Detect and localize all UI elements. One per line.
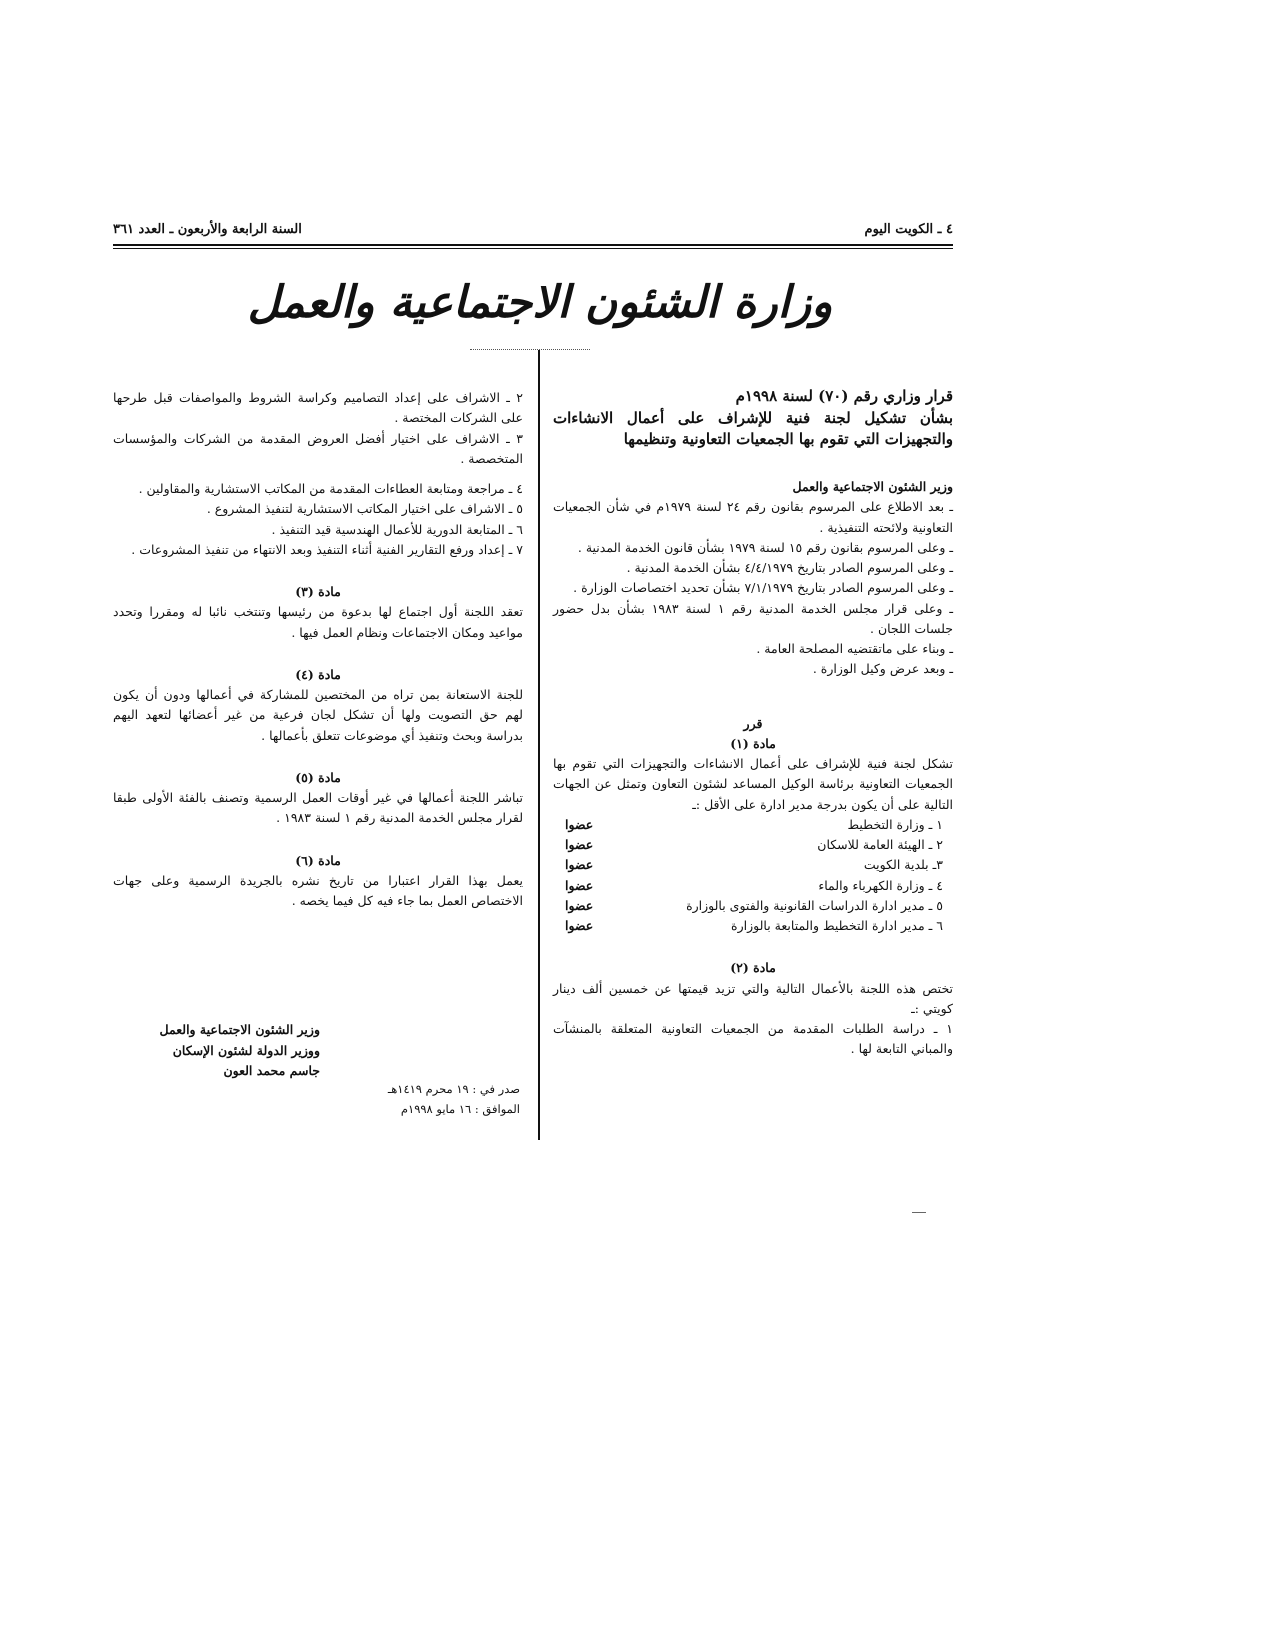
issue-label: السنة الرابعة والأربعون ـ العدد ٣٦١	[113, 221, 302, 237]
preamble-item: ـ وعلى قرار مجلس الخدمة المدنية رقم ١ لسنة ١٩٨٣ بشأن بدل حضور جلسات اللجان .	[553, 600, 953, 636]
article-2-heading: مادة (٢)	[730, 960, 776, 976]
right-column	[553, 385, 953, 1060]
column-divider	[538, 350, 540, 1140]
running-header	[113, 218, 953, 240]
article-2-item: ٥ ـ الاشراف على اختيار المكاتب الاستشارية لتنفيذ المشروع .	[206, 501, 523, 517]
signature-title-2: ووزير الدولة لشئون الإسكان	[172, 1042, 320, 1058]
page-label: ٤ ـ الكويت اليوم	[864, 221, 953, 237]
preamble-item: ـ وعلى المرسوم الصادر بتاريخ ٧/١/١٩٧٩ بشأن تحديد اختصاصات الوزارة .	[573, 580, 953, 596]
header-rule	[113, 244, 953, 246]
signature-block	[120, 1020, 320, 1082]
member-role: عضوا	[565, 877, 594, 893]
article-6-text: يعمل بهذا القرار اعتبارا من تاريخ نشره بالجريدة الرسمية وعلى جهات الاختصاص العمل بما جاء فيه كل فيما يخصه .	[113, 872, 523, 908]
member-name: ٢ ـ الهيئة العامة للاسكان	[817, 837, 943, 852]
member-name: ٥ ـ مدير ادارة الدراسات القانونية والفتوى بالوزارة	[686, 897, 943, 913]
issue-date-hijri: صدر في : ١٩ محرم ١٤١٩هـ	[387, 1082, 520, 1096]
member-row	[553, 896, 953, 916]
decided-label: قرر	[743, 715, 763, 731]
preamble-item: ـ وبعد عرض وكيل الوزارة .	[812, 661, 953, 677]
article-4-text: للجنة الاستعانة بمن تراه من المختصين للمشاركة في أعمالها ودون أن يكون لهم حق التصويت ولها أن تشكل لجان فرعية من غير أعضائها لتعهد اليهم بدراسة وبحث وتنفيذ أي موضوعات تتعلق بأعمالها .	[113, 687, 523, 743]
member-name: ٤ ـ وزارة الكهرباء والماء	[818, 877, 943, 893]
article-5-heading: مادة (٥)	[295, 769, 341, 785]
article-3-text: تعقد اللجنة أول اجتماع لها بدعوة من رئيسها وتنتخب نائبا له ومقررا وتحدد مواعيد ومكان الاجتماعات ونظام العمل فيها .	[113, 604, 523, 640]
member-row	[553, 855, 953, 875]
article-4-heading: مادة (٤)	[295, 666, 341, 682]
signature-name: جاسم محمد العون	[223, 1063, 320, 1079]
member-name: ٣ـ بلدية الكويت	[863, 857, 943, 873]
issue-date-block	[360, 1080, 520, 1119]
member-row	[553, 835, 953, 855]
article-2-item: ٧ ـ إعداد ورفع التقارير الفنية أثناء التنفيذ وبعد الانتهاء من تنفيذ المشروعات .	[131, 541, 523, 557]
member-row	[553, 916, 953, 936]
member-role: عضوا	[565, 897, 594, 913]
member-role: عضوا	[565, 816, 594, 832]
article-3-heading: مادة (٣)	[295, 584, 341, 599]
issue-date-gregorian: الموافق : ١٦ مايو ١٩٩٨م	[400, 1101, 520, 1116]
stray-mark	[912, 1212, 926, 1213]
preamble-item: ـ وبناء على ماتقتضيه المصلحة العامة .	[756, 641, 953, 656]
article-2-item: ٣ ـ الاشراف على اختيار أفضل العروض المقدمة من الشركات والمؤسسات المتخصصة .	[113, 430, 523, 466]
member-role: عضوا	[565, 857, 594, 873]
preamble-item: ـ وعلى المرسوم بقانون رقم ١٥ لسنة ١٩٧٩ بشأن قانون الخدمة المدنية .	[577, 539, 953, 555]
article-6-heading: مادة (٦)	[295, 852, 341, 868]
member-row	[553, 876, 953, 896]
article-1-heading: مادة (١)	[730, 735, 776, 751]
member-role: عضوا	[565, 837, 594, 852]
article-2-item: ١ ـ دراسة الطلبات المقدمة من الجمعيات التعاونية المتعلقة بالمنشآت والمباني التابعة لها .	[553, 1021, 953, 1057]
ministry-banner: وزارة الشئون الاجتماعية والعمل	[247, 276, 833, 328]
banner-rule	[470, 349, 590, 350]
member-row	[553, 815, 953, 835]
decision-issuer: وزير الشئون الاجتماعية والعمل	[792, 479, 953, 494]
left-column	[113, 388, 523, 911]
member-role: عضوا	[565, 918, 594, 933]
signature-title: وزير الشئون الاجتماعية والعمل	[159, 1022, 320, 1037]
article-2-item: ٦ ـ المتابعة الدورية للأعمال الهندسية قيد التنفيذ .	[271, 521, 523, 537]
header-rule-thin	[113, 248, 953, 249]
article-2-item: ٢ ـ الاشراف على إعداد التصاميم وكراسة الشروط والمواصفات قبل طرحها على الشركات المختصة .	[113, 390, 523, 426]
article-1-text: تشكل لجنة فنية للإشراف على أعمال الانشاءات والتجهيزات التي تقوم بها الجمعيات التعاونية برئاسة الوكيل المساعد لشئون التعاون وتمثل عن الجهات التالية على أن يكون بدرجة مدير ادارة على الأقل :ـ	[553, 756, 953, 812]
preamble-item: ـ وعلى المرسوم الصادر بتاريخ ٤/٤/١٩٧٩ بشأن الخدمة المدنية .	[626, 560, 953, 575]
article-5-text: تباشر اللجنة أعمالها في غير أوقات العمل الرسمية وتصنف بالفئة الأولى طبقا لقرار مجلس الخدمة المدنية رقم ١ لسنة ١٩٨٣ .	[113, 790, 524, 826]
article-2-intro: تختص هذه اللجنة بالأعمال التالية والتي تزيد قيمتها عن خمسين ألف دينار كويتي :ـ	[553, 980, 953, 1016]
decision-title: قرار وزاري رقم (٧٠) لسنة ١٩٩٨م	[735, 387, 953, 405]
article-2-item: ٤ ـ مراجعة ومتابعة العطاءات المقدمة من المكاتب الاستشارية والمقاولين .	[138, 481, 523, 496]
member-name: ١ ـ وزارة التخطيط	[847, 816, 943, 832]
member-name: ٦ ـ مدير ادارة التخطيط والمتابعة بالوزارة	[731, 918, 943, 933]
decision-subject: بشأن تشكيل لجنة فنية للإشراف على أعمال الانشاءات والتجهيزات التي تقوم بها الجمعيات التعاونية وتنظيمها	[553, 408, 953, 449]
preamble-item: ـ بعد الاطلاع على المرسوم بقانون رقم ٢٤ لسنة ١٩٧٩م في شأن الجمعيات التعاونية ولائحته التنفيذية .	[553, 499, 953, 535]
